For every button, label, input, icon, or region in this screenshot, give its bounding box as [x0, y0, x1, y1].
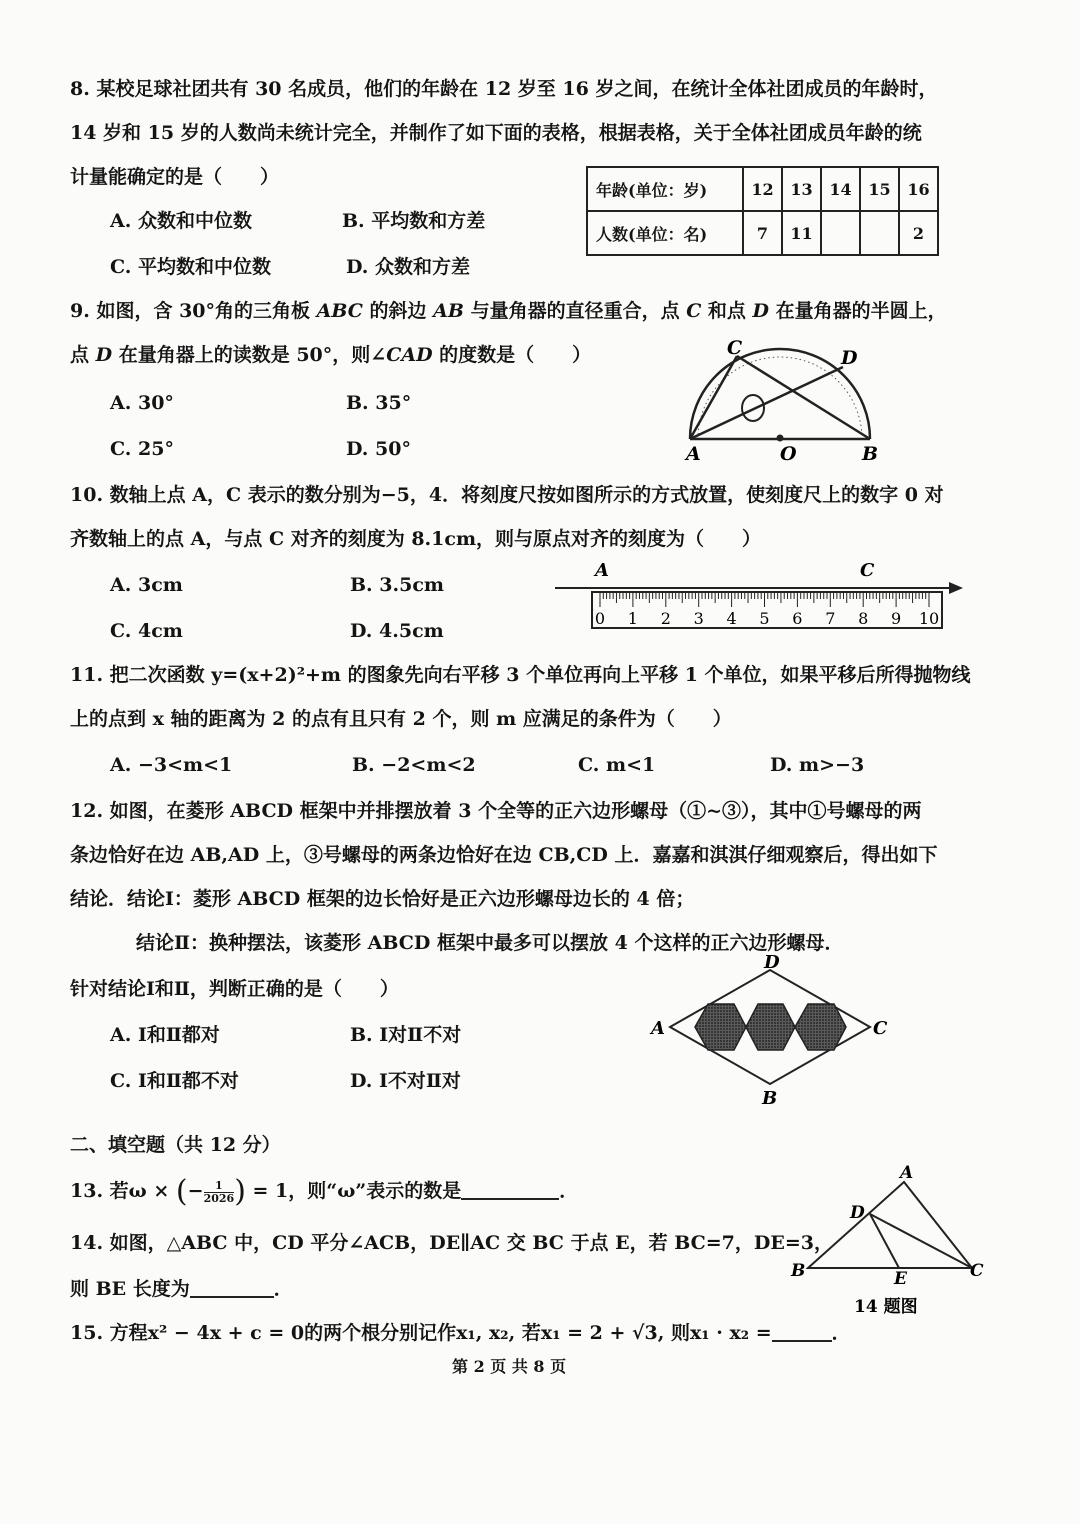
- q8-line3: 计量能确定的是（ ）: [70, 166, 280, 188]
- hex-nut-1: [695, 1004, 746, 1050]
- count-cell: [821, 211, 860, 255]
- q10-line2: 齐数轴上的点 A，与点 C 对齐的刻度为 8.1cm，则与原点对齐的刻度为（ ）: [70, 528, 762, 550]
- q12-option-d: D. Ⅰ不对Ⅱ对: [350, 1070, 461, 1092]
- age-cell: 15: [860, 167, 899, 211]
- q8-option-b: B. 平均数和方差: [342, 210, 486, 232]
- ruler-number: 10: [918, 609, 940, 628]
- q12-option-a: A. Ⅰ和Ⅱ都对: [110, 1024, 220, 1046]
- q10-option-b: B. 3.5cm: [350, 574, 445, 596]
- count-cell: 2: [899, 211, 938, 255]
- count-header: 人数(单位：名): [587, 211, 743, 255]
- label-d: D: [841, 347, 858, 369]
- label-d: D: [850, 1203, 865, 1223]
- table-row: [587, 167, 938, 211]
- q9-option-c: C. 25°: [110, 438, 174, 460]
- q8-option-a: A. 众数和中位数: [110, 210, 252, 232]
- segment-ac: [690, 356, 737, 439]
- protractor-figure: [680, 334, 890, 466]
- q10-line1: 10. 数轴上点 A，C 表示的数分别为−5，4．将刻度尺按如图所示的方式放置，使刻度尺上的数字 0 对: [70, 484, 944, 506]
- hex-nut-3: [795, 1004, 846, 1050]
- q12-line2: 条边恰好在边 AB,AD 上，③号螺母的两条边恰好在边 CB,CD 上．嘉嘉和淇淇仔细观察后，得出如下: [70, 844, 938, 866]
- count-cell: 11: [782, 211, 821, 255]
- label-a: A: [900, 1163, 914, 1183]
- label-c: C: [860, 560, 875, 581]
- q12-option-b: B. Ⅰ对Ⅱ不对: [350, 1024, 462, 1046]
- q11-option-c: C. m<1: [578, 754, 656, 776]
- q10-option-c: C. 4cm: [110, 620, 183, 642]
- fraction: $\frac{1}{2026}$: [203, 1178, 235, 1205]
- q9-option-a: A. 30°: [110, 392, 174, 414]
- rhombus-hexagon-figure: [648, 950, 894, 1110]
- q9-line2: 点 D 在量角器上的读数是 50°，则∠CAD 的度数是（ ）: [70, 344, 592, 366]
- table-row: [587, 211, 938, 255]
- q11-option-a: A. −3<m<1: [110, 754, 233, 776]
- age-cell: 16: [899, 167, 938, 211]
- count-cell: 7: [743, 211, 782, 255]
- ruler-number: 7: [825, 609, 836, 628]
- answer-blank[interactable]: [190, 1276, 274, 1298]
- q11-line1: 11. 把二次函数 y=(x+2)²+m 的图象先向右平移 3 个单位再向上平移 1 个单位，如果平移后所得抛物线: [70, 664, 971, 686]
- q11-option-d: D. m>−3: [770, 754, 865, 776]
- label-e: E: [894, 1269, 907, 1289]
- q14-line2: 则 BE 长度为 ．: [70, 1278, 293, 1300]
- q9-option-b: B. 35°: [346, 392, 412, 414]
- section-title: 二、填空题（共 12 分）: [70, 1134, 281, 1156]
- q12-option-c: C. Ⅰ和Ⅱ都不对: [110, 1070, 239, 1092]
- age-header: 年龄(单位：岁): [587, 167, 743, 211]
- ruler-number: 3: [693, 609, 704, 628]
- ruler-numbers: [595, 609, 939, 628]
- ruler-number: 4: [726, 609, 737, 628]
- age-table: [586, 166, 939, 256]
- ruler-number: 9: [891, 609, 902, 628]
- answer-blank[interactable]: [461, 1178, 559, 1200]
- q12-line5: 针对结论Ⅰ和Ⅱ，判断正确的是（ ）: [70, 978, 399, 1000]
- age-cell: 14: [821, 167, 860, 211]
- label-a: A: [595, 560, 609, 581]
- q11-line2: 上的点到 x 轴的距离为 2 的点有且只有 2 个，则 m 应满足的条件为（ ）: [70, 708, 732, 730]
- label-b: B: [762, 1088, 778, 1109]
- triangle-figure: [786, 1160, 988, 1320]
- hex-nut-2: [746, 1004, 795, 1050]
- q8-option-d: D. 众数和方差: [346, 256, 471, 278]
- ruler-ticks: [600, 593, 929, 607]
- ruler-number: 6: [792, 609, 803, 628]
- label-a: A: [651, 1018, 665, 1039]
- label-c: C: [873, 1018, 888, 1039]
- age-cell: 12: [743, 167, 782, 211]
- answer-blank[interactable]: [772, 1320, 832, 1342]
- label-b: B: [791, 1261, 806, 1281]
- q8-line1: 8. 某校足球社团共有 30 名成员，他们的年龄在 12 岁至 16 岁之间，在统计全体社团成员的年龄时，: [70, 78, 938, 100]
- center-o-dot: [777, 435, 784, 442]
- q12-line1: 12. 如图，在菱形 ABCD 框架中并排摆放着 3 个全等的正六边形螺母（①~③），其中①号螺母的两: [70, 800, 922, 822]
- q10-option-d: D. 4.5cm: [350, 620, 444, 642]
- count-cell: [860, 211, 899, 255]
- q12-line3: 结论．结论Ⅰ：菱形 ABCD 框架的边长恰好是正六边形螺母边长的 4 倍；: [70, 888, 695, 910]
- label-a: A: [686, 443, 701, 465]
- page-footer: 第 2 页 共 8 页: [452, 1357, 567, 1376]
- q9-option-d: D. 50°: [346, 438, 411, 460]
- label-c: C: [727, 337, 743, 359]
- q13-line: 13. 若ω × (− $\frac{1}{2026}$ ) = 1，则“ω”表示的数是 ．: [70, 1174, 579, 1209]
- q9-line1: 9. 如图，含 30°角的三角板 ABC 的斜边 AB 与量角器的直径重合，点 C 和点 D 在量角器的半圆上，: [70, 300, 947, 322]
- ruler-number: 5: [759, 609, 770, 628]
- q11-option-b: B. −2<m<2: [352, 754, 476, 776]
- ruler-number: 8: [858, 609, 869, 628]
- q14-line1: 14. 如图，△ABC 中，CD 平分∠ACB，DE∥AC 交 BC 于点 E，若 BC=7，DE=3，: [70, 1232, 833, 1254]
- q12-line4: 结论Ⅱ：换种摆法，该菱形 ABCD 框架中最多可以摆放 4 个这样的正六边形螺母．: [136, 932, 844, 954]
- number-line-arrow: [949, 582, 963, 594]
- q8-line2: 14 岁和 15 岁的人数尚未统计完全，并制作了如下面的表格，根据表格，关于全体社团成员年龄的统: [70, 122, 922, 144]
- ruler-number: 1: [627, 609, 638, 628]
- q8-option-c: C. 平均数和中位数: [110, 256, 272, 278]
- label-b: B: [862, 443, 879, 465]
- age-cell: 13: [782, 167, 821, 211]
- ruler-number: 0: [594, 609, 606, 628]
- number-line-ruler-figure: [550, 556, 970, 632]
- ruler-number: 2: [660, 609, 671, 628]
- q10-option-a: A. 3cm: [110, 574, 183, 596]
- label-c: C: [970, 1261, 984, 1281]
- label-o: O: [780, 443, 797, 465]
- q15-line: 15. 方程x² − 4x + c = 0的两个根分别记作x₁, x₂, 若x₁ = 2 + √3, 则x₁ · x₂ = ．: [70, 1322, 851, 1344]
- figure-caption: 14 题图: [854, 1297, 918, 1317]
- label-d: D: [764, 952, 780, 973]
